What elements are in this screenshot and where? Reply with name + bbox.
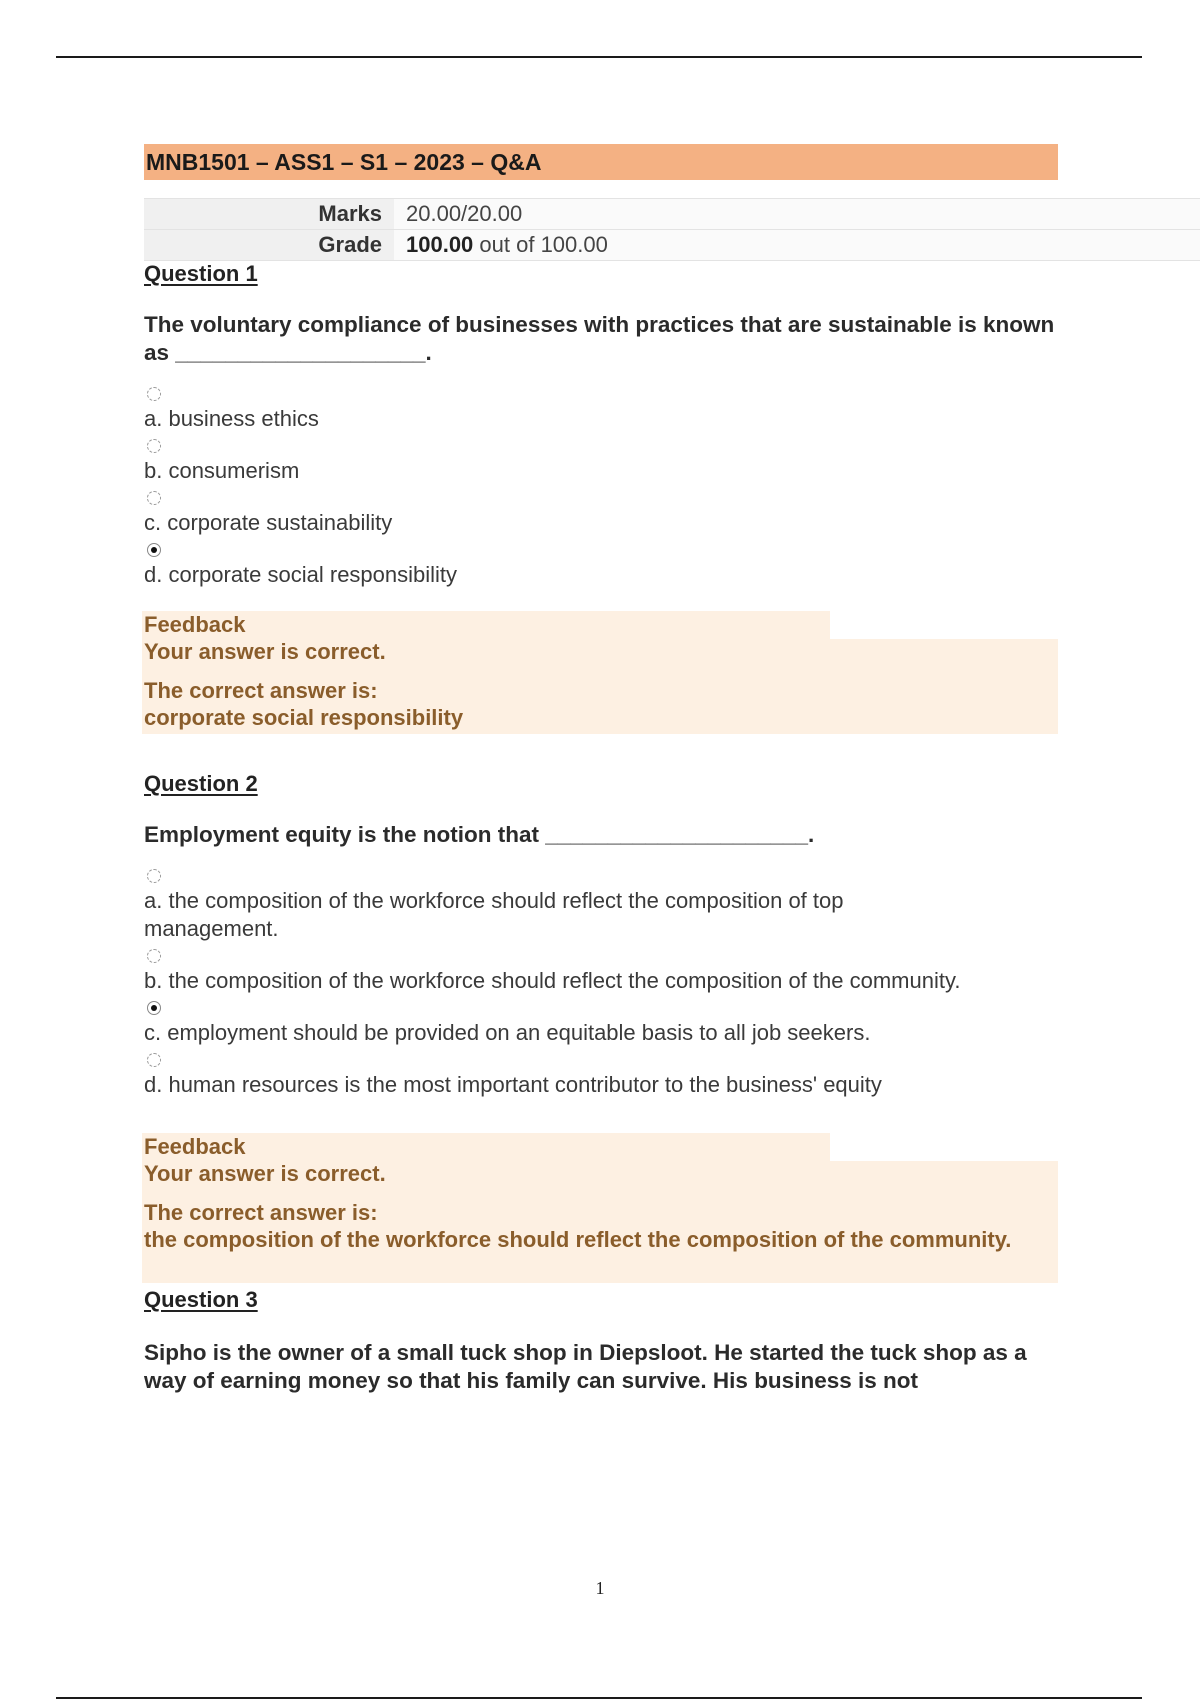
page-number: 1 [595,1578,605,1598]
header-rule [56,56,1142,58]
feedback-correct-answer: the composition of the workforce should reflect the composition of the community. [144,1227,1012,1252]
footer-rule [56,1697,1142,1699]
option-a-radio[interactable] [147,387,161,401]
option-b-radio[interactable] [147,949,161,963]
question-2-text: Employment equity is the notion that _____________________. [144,822,815,847]
question-1-feedback [144,611,1058,731]
question-2-options [144,869,1058,1099]
grade-row [144,230,1200,261]
option-c-label[interactable]: c. employment should be provided on an equitable basis to all job seekers. [144,1020,871,1045]
option-a-radio[interactable] [147,869,161,883]
document-content [144,144,1058,1395]
feedback-result: Your answer is correct. [144,639,386,664]
question-1 [144,261,1058,731]
option-d-label[interactable]: d. human resources is the most important contributor to the business' equity [144,1072,882,1097]
question-2-feedback [144,1133,1058,1253]
feedback-correct-answer: corporate social responsibility [144,705,464,730]
marks-row [144,199,1200,230]
feedback-correct-label: The correct answer is: [144,1200,378,1225]
question-3-text: Sipho is the owner of a small tuck shop in Diepsloot. He started the tuck shop as a way of earning money so that his family can survive. His business is not [144,1340,1027,1393]
option-d-radio-selected[interactable] [147,543,161,557]
grade-label: Grade [144,230,394,261]
question-1-heading: Question 1 [144,261,258,286]
option-a-label[interactable]: a. business ethics [144,406,319,431]
option-d-radio[interactable] [147,1053,161,1067]
grade-score: 100.00 [406,232,474,257]
question-3 [144,1287,1058,1395]
option-c-radio[interactable] [147,491,161,505]
option-c-radio-selected[interactable] [147,1001,161,1015]
feedback-correct-label: The correct answer is: [144,678,378,703]
marks-value: 20.00/20.00 [394,199,1200,230]
option-b-radio[interactable] [147,439,161,453]
option-a-label[interactable]: a. the composition of the workforce should reflect the composition of top management. [144,888,844,941]
option-b-label[interactable]: b. consumerism [144,458,300,483]
question-1-options [144,387,1058,589]
feedback-heading: Feedback [144,1134,246,1159]
option-b-label[interactable]: b. the composition of the workforce should reflect the composition of the community. [144,968,961,993]
question-2 [144,771,1058,1253]
question-2-heading: Question 2 [144,771,258,796]
option-c-label[interactable]: c. corporate sustainability [144,510,393,535]
question-3-heading: Question 3 [144,1287,258,1312]
document-title: MNB1501 – ASS1 – S1 – 2023 – Q&A [144,144,1058,180]
feedback-heading: Feedback [144,612,246,637]
question-1-text: The voluntary compliance of businesses with practices that are sustainable is known as ____________________. [144,312,1055,365]
grade-suffix: out of 100.00 [473,232,608,257]
feedback-result: Your answer is correct. [144,1161,386,1186]
marks-label: Marks [144,199,394,230]
option-d-label[interactable]: d. corporate social responsibility [144,562,458,587]
grade-summary-table [144,198,1200,261]
grade-value [394,230,1200,261]
